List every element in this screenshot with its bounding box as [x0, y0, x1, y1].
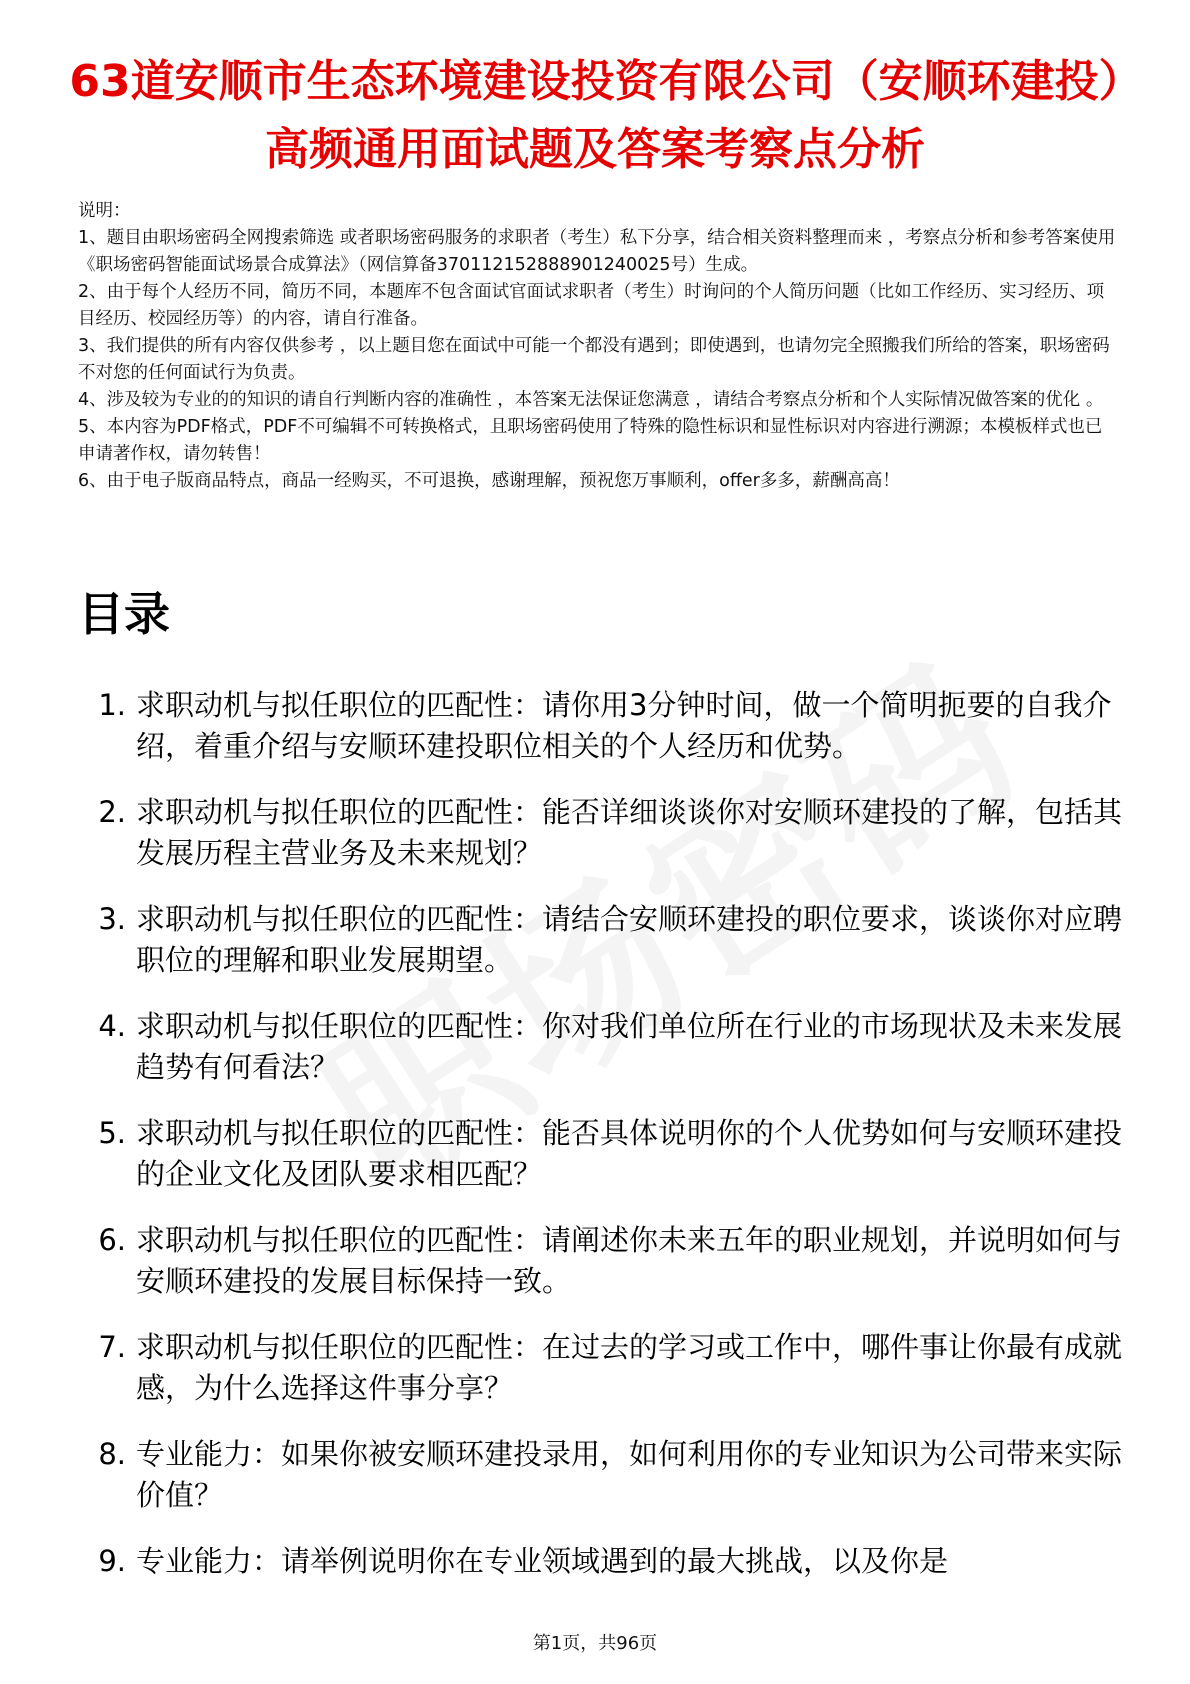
- toc-item-number: 3.: [98, 902, 126, 936]
- toc-item-number: 7.: [98, 1330, 126, 1364]
- toc-item-text[interactable]: 求职动机与拟任职位的匹配性：在过去的学习或工作中，哪件事让你最有成就感，为什么选择这件事分享？: [136, 1330, 1123, 1405]
- toc-item-text[interactable]: 求职动机与拟任职位的匹配性：能否详细谈谈你对安顺环建投的了解，包括其发展历程主营业务及未来规划？: [136, 795, 1123, 870]
- toc-item[interactable]: [78, 685, 1128, 767]
- toc-item-number: 4.: [98, 1009, 126, 1043]
- page-footer: 第1页，共96页: [532, 1633, 658, 1654]
- note-item: 6、由于电子版商品特点，商品一经购买，不可退换，感谢理解，预祝您万事顺利，offer多多，薪酬高高！: [78, 471, 900, 491]
- note-item: 5、本内容为PDF格式，PDF不可编辑不可转换格式，且职场密码使用了特殊的隐性标识和显性标识对内容进行溯源；本模板样式也已申请著作权，请勿转售！: [78, 417, 1103, 464]
- note-item: 3、我们提供的所有内容仅供参考 ，以上题目您在面试中可能一个都没有遇到；即使遇到，也请勿完全照搬我们所给的答案，职场密码不对您的任何面试行为负责。: [78, 336, 1110, 383]
- note-item: 4、涉及较为专业的的知识的请自行判断内容的准确性 ，本答案无法保证您满意 ，请结合考察点分析和个人实际情况做答案的优化 。: [78, 390, 1104, 410]
- toc-item-number: 9.: [98, 1544, 126, 1578]
- toc-item[interactable]: [78, 1541, 1128, 1582]
- toc-item[interactable]: [78, 1327, 1128, 1409]
- document-title: 63道安顺市生态环境建设投资有限公司（安顺环建投）高频通用面试题及答案考察点分析: [69, 56, 1121, 175]
- toc-item[interactable]: [78, 1434, 1128, 1516]
- toc-item[interactable]: [78, 1220, 1128, 1302]
- note-item: 1、题目由职场密码全网搜索筛选 或者职场密码服务的求职者（考生）私下分享，结合相关资料整理而来 ，考察点分析和参考答案使用《职场密码智能面试场景合成算法》（网信算备370112152888901240025号）生成。: [78, 228, 1116, 275]
- toc-item-text[interactable]: 专业能力：如果你被安顺环建投录用，如何利用你的专业知识为公司带来实际价值？: [136, 1437, 1123, 1512]
- toc-item-number: 1.: [98, 688, 126, 722]
- toc-item-text[interactable]: 求职动机与拟任职位的匹配性：请阐述你未来五年的职业规划，并说明如何与安顺环建投的发展目标保持一致。: [136, 1223, 1123, 1298]
- notes-section: [78, 198, 1118, 495]
- toc-item-text[interactable]: 求职动机与拟任职位的匹配性：你对我们单位所在行业的市场现状及未来发展趋势有何看法？: [136, 1009, 1123, 1084]
- toc-item-number: 2.: [98, 795, 126, 829]
- toc-item-number: 6.: [98, 1223, 126, 1257]
- toc-item[interactable]: [78, 1006, 1128, 1088]
- toc-item-text[interactable]: 专业能力：请举例说明你在专业领域遇到的最大挑战，以及你是: [136, 1544, 949, 1578]
- toc-heading: 目录: [78, 587, 170, 641]
- toc-item[interactable]: [78, 899, 1128, 981]
- toc-item-text[interactable]: 求职动机与拟任职位的匹配性：能否具体说明你的个人优势如何与安顺环建投的企业文化及团队要求相匹配？: [136, 1116, 1123, 1191]
- toc-item-number: 8.: [98, 1437, 126, 1471]
- toc-item[interactable]: [78, 792, 1128, 874]
- toc-item-text[interactable]: 求职动机与拟任职位的匹配性：请结合安顺环建投的职位要求，谈谈你对应聘职位的理解和职业发展期望。: [136, 902, 1123, 977]
- notes-heading: 说明：: [78, 201, 131, 221]
- toc-list: [78, 685, 1128, 1607]
- toc-item[interactable]: [78, 1113, 1128, 1195]
- toc-item-text[interactable]: 求职动机与拟任职位的匹配性：请你用3分钟时间，做一个简明扼要的自我介绍，着重介绍与安顺环建投职位相关的个人经历和优势。: [136, 688, 1112, 763]
- toc-item-number: 5.: [98, 1116, 126, 1150]
- note-item: 2、由于每个人经历不同，简历不同，本题库不包含面试官面试求职者（考生）时询问的个人简历问题（比如工作经历、实习经历、项目经历、校园经历等）的内容，请自行准备。: [78, 282, 1105, 329]
